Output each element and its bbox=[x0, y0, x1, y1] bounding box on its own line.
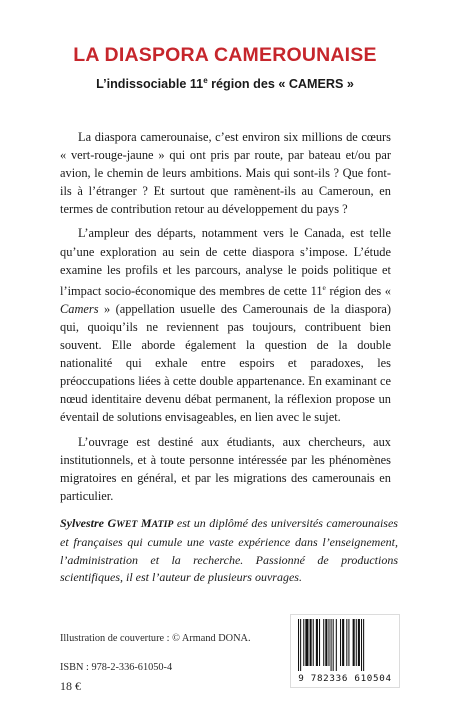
summary-paragraph-1: La diaspora camerounaise, c’est environ six millions de cœurs « vert-rouge-jaune » qui ont pris par route, par bateau et/ou par avion, le chemin de leurs ambitions. Mais qui sont-ils ? Que font-ils à l’étranger ? Et surtout que ramènent-ils au Cameroun, en termes de contribution retour au développement du pays ? bbox=[60, 130, 391, 217]
author-first-name: Sylvestre bbox=[60, 516, 108, 530]
barcode bbox=[290, 614, 400, 688]
barcode-number: 9 782336 610504 bbox=[298, 673, 392, 684]
p2-italic-camers: Camers bbox=[60, 301, 99, 316]
barcode-bar bbox=[363, 619, 364, 671]
subtitle-text-2: région des « CAMERS » bbox=[207, 77, 354, 91]
barcode-bar bbox=[313, 619, 314, 666]
barcode-bar bbox=[356, 619, 357, 666]
barcode-bar bbox=[348, 619, 349, 666]
barcode-bar bbox=[342, 619, 344, 666]
summary-paragraph-3: L’ouvrage est destiné aux étudiants, aux chercheurs, aux institutionnels, et à toute personne intéressée par les phénomènes migratoires en général, et par les migrations des camerounais en particulier. bbox=[60, 434, 391, 503]
price: 18 € bbox=[60, 679, 81, 693]
p2-text-3: » (appellation usuelle des Camerounais de la diaspora) qui, quoiqu’ils ne reviennent pas toujours, contribuent bien souvent. Elle aborde également la question de la double nationalité qui exhale entre espoirs et paradoxes, les préoccupations liées à cette double appartenance. En examinant ce nœud identitaire devenu débat permanent, la réflexion propose un éventail de solutions envisageables, en lien avec le sujet. bbox=[60, 301, 391, 425]
cover-illustration-credit: Illustration de couverture : © Armand DONA. bbox=[60, 633, 251, 644]
back-cover-summary bbox=[60, 128, 391, 505]
author-smallcaps-atip: ATIP bbox=[151, 519, 174, 530]
barcode-bar bbox=[319, 619, 320, 666]
book-title: LA DIASPORA CAMEROUNAISE bbox=[73, 44, 377, 66]
author-initial-g: G bbox=[107, 516, 117, 530]
barcode-bar bbox=[310, 619, 312, 666]
barcode-bar bbox=[325, 619, 327, 666]
p2-superscript: e bbox=[322, 282, 326, 292]
barcode-bar bbox=[340, 619, 341, 666]
barcode-bar bbox=[323, 619, 324, 666]
author-name bbox=[60, 516, 173, 530]
barcode-bars bbox=[295, 619, 395, 673]
barcode-bar bbox=[358, 619, 360, 666]
author-bio-text: est un diplômé des universités camerounaises et françaises qui cumule une vaste expérience dans l’enseignement, l’administration et la recherche. Passionné de productions scientifiques, il est l’auteur de plusieurs ouvrages. bbox=[60, 516, 398, 585]
book-subtitle bbox=[0, 76, 450, 91]
barcode-bar bbox=[298, 619, 299, 671]
subtitle-superscript: e bbox=[203, 76, 208, 85]
barcode-bar bbox=[353, 619, 355, 666]
subtitle-text-1: L’indissociable 11 bbox=[96, 77, 204, 91]
barcode-bar bbox=[331, 619, 332, 671]
p2-text-1: L’ampleur des départs, notamment vers le Canada, est telle qu’une exploration au sein de cette diaspora s’impose. L’étude examine les profils et les parcours, analyse le poids politique et l’impact socio-économique des membres de cette 11 bbox=[60, 226, 391, 298]
author-initial-m: M bbox=[137, 516, 152, 530]
isbn: ISBN : 978-2-336-61050-4 bbox=[60, 662, 173, 673]
summary-paragraph-2 bbox=[60, 224, 391, 426]
barcode-bar bbox=[305, 619, 308, 666]
p2-text-2: région des « bbox=[325, 283, 391, 298]
barcode-bar bbox=[328, 619, 329, 666]
barcode-bar bbox=[303, 619, 304, 666]
barcode-bar bbox=[333, 619, 334, 671]
barcode-bar bbox=[361, 619, 362, 671]
barcode-bar bbox=[336, 619, 337, 671]
barcode-bar bbox=[300, 619, 301, 671]
barcode-bar bbox=[316, 619, 318, 666]
barcode-bar bbox=[346, 619, 347, 666]
author-smallcaps-wet: WET bbox=[116, 519, 138, 530]
author-bio bbox=[60, 515, 398, 587]
